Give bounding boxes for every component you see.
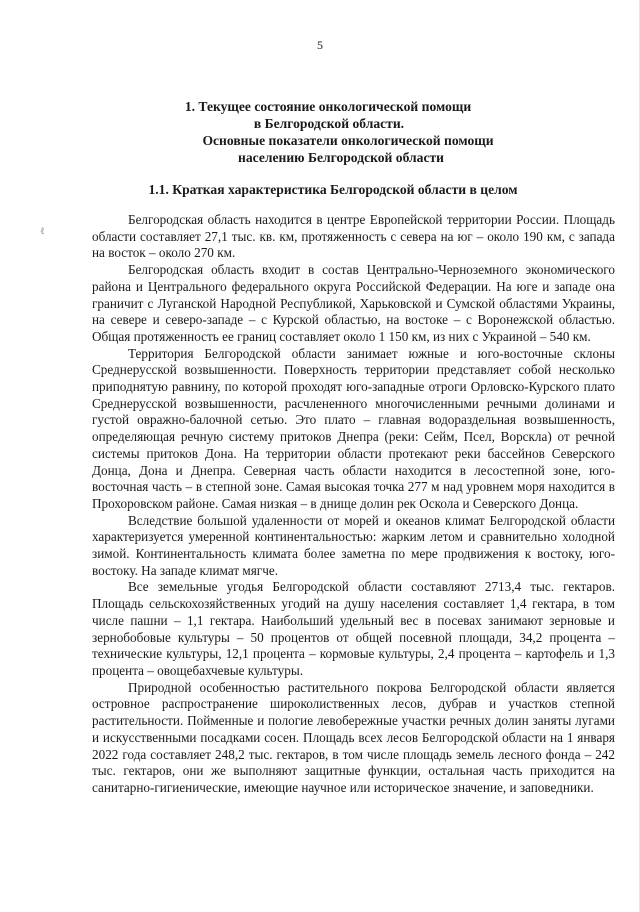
heading-line-2: в Белгородской области. (253, 116, 405, 131)
body-text (92, 212, 615, 797)
paragraph-location: Белгородская область находится в центре Европейской территории России. Площадь области составляет 27,1 тыс. кв. км, протяженность с севера на юг – около 190 км, с запада на восток – около 270 км. (92, 212, 615, 261)
paragraph-relief: Территория Белгородской области занимает южные и юго-восточные склоны Среднерусской возвышенности. Поверхность территории представляет собой несколько приподнятую равнину, по которой проходят юго-западные отроги Орловско-Курского плато Среднерусской возвышенности, расчлененного многочисленными речными долинами и густой овражно-балочной сетью. Это плато – главная водораздельная возвышенность, определяющая речную систему притоков Днепра (реки: Сейм, Псел, Ворскла) от речной системы притоков Дона. На территории области протекают реки бассейнов Северского Донца, Дона и Днепра. Северная часть области находится в лесостепной зоне, юго-восточная часть – в степной зоне. Самая высокая точка 277 м над уровнем моря находится в Прохоровском районе. Самая низкая – в днище долин рек Оскола и Северского Донца. (92, 345, 615, 511)
paragraph-land: Все земельные угодья Белгородской области составляют 2713,4 тыс. гектаров. Площадь сельскохозяйственных угодий на душу населения составляет 1,4 гектара, в том числе пашни – 1,1 гектара. Наибольший удельный вес в посевах занимают зерновые и зернобобовые культуры – 50 процентов от общей посевной площади, 34,2 процента – технические культуры, 12,1 процента – кормовые культуры, 2,4 процента – картофель и 1,3 процента – овощебахчевые культуры. (92, 579, 615, 678)
page-number: 5 (317, 38, 323, 52)
paragraph-vegetation: Природной особенностью растительного покрова Белгородской области является островное распространение широколиственных лесов, дубрав и участков степной растительности. Пойменные и пологие левобережные участки речных долин заняты лугами и искусственными посадками сосен. Площадь всех лесов Белгородской области на 1 января 2022 года составляет 248,2 тыс. гектаров, в том числе площадь земель лесного фонда – 242 тыс. гектаров, они же выполняют защитные функции, остальная часть приходится на санитарно-гигиенические, имеющие научное или историческое значение, и заповедники. (92, 679, 615, 795)
heading-line-4: населению Белгородской области (237, 150, 445, 165)
paragraph-climate: Вследствие большой удаленности от морей и океанов климат Белгородской области характеризуется умеренной континентальностью: жарким летом и сравнительно холодной зимой. Континентальность климата более заметна по мере продвижения к востоку, юго-востоку. На западе климат мягче. (92, 512, 615, 578)
margin-mark: ℓ (40, 226, 45, 237)
heading-line-1: 1. Текущее состояние онкологической помощи (184, 99, 472, 114)
section-heading (0, 98, 640, 166)
paragraph-borders: Белгородская область входит в состав Центрально-Черноземного экономического района и Центрального федерального округа Российской Федерации. На юге и западе она граничит с Луганской Народной Республикой, Харьковской и Сумской областями Украины, на севере и северо-западе – с Курской областью, на востоке – с Воронежской областью. Общая протяженность ее границ составляет около 1 150 км, из них с Украиной – 540 км. (92, 262, 615, 344)
heading-line-3: Основные показатели онкологической помощи (202, 133, 494, 148)
subsection-heading: 1.1. Краткая характеристика Белгородской области в целом (148, 182, 518, 197)
